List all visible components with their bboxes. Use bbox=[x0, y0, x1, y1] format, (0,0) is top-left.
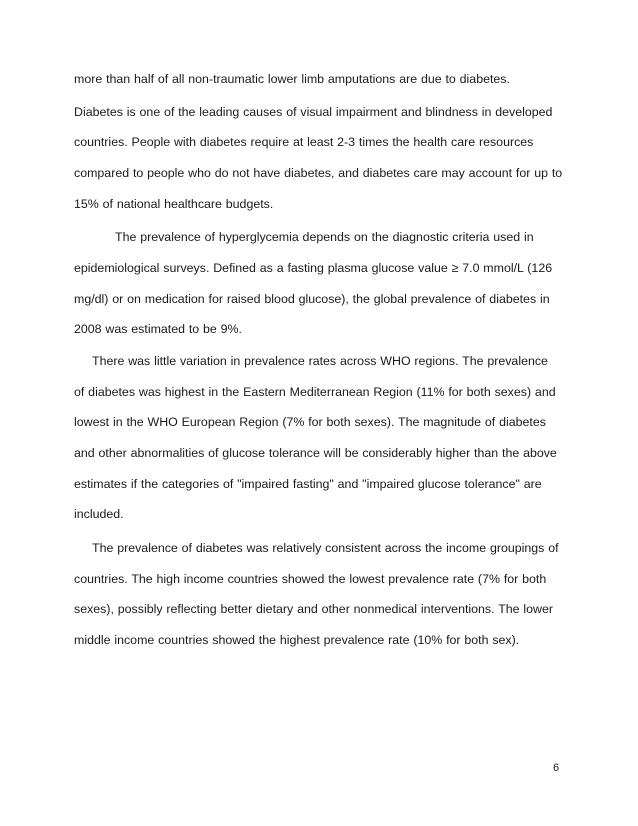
text-line: The prevalence of diabetes was relatively consistent across the income groupings of bbox=[92, 541, 559, 555]
text-line: 2008 was estimated to be 9%. bbox=[74, 322, 242, 336]
text-line: epidemiological surveys. Defined as a fasting plasma glucose value ≥ 7.0 mmol/L (126 bbox=[74, 261, 553, 275]
text-line: of diabetes was highest in the Eastern Mediterranean Region (11% for both sexes) and bbox=[74, 385, 556, 399]
page-number: 6 bbox=[553, 762, 560, 774]
text-line: Diabetes is one of the leading causes of visual impairment and blindness in developed bbox=[74, 105, 553, 119]
text-line: The prevalence of hyperglycemia depends on the diagnostic criteria used in bbox=[115, 230, 534, 244]
text-line: more than half of all non-traumatic lower limb amputations are due to diabetes. bbox=[74, 72, 510, 86]
text-line: There was little variation in prevalence rates across WHO regions. The prevalence bbox=[92, 354, 548, 368]
text-line: included. bbox=[74, 507, 124, 521]
text-line: middle income countries showed the highest prevalence rate (10% for both sex). bbox=[74, 633, 520, 647]
text-line: and other abnormalities of glucose tolerance will be considerably higher than the above bbox=[74, 446, 557, 460]
text-line: compared to people who do not have diabetes, and diabetes care may account for up to bbox=[74, 166, 563, 180]
text-line: 15% of national healthcare budgets. bbox=[74, 197, 274, 211]
text-line: countries. People with diabetes require at least 2-3 times the health care resources bbox=[74, 135, 534, 149]
text-line: lowest in the WHO European Region (7% for both sexes). The magnitude of diabetes bbox=[74, 415, 546, 429]
text-line: mg/dl) or on medication for raised blood glucose), the global prevalence of diabetes in bbox=[74, 292, 550, 306]
text-line: estimates if the categories of "impaired fasting" and "impaired glucose tolerance" are bbox=[74, 477, 542, 491]
text-line: countries. The high income countries showed the lowest prevalence rate (7% for both bbox=[74, 572, 547, 586]
text-line: sexes), possibly reflecting better dietary and other nonmedical interventions. The lower bbox=[74, 602, 553, 616]
